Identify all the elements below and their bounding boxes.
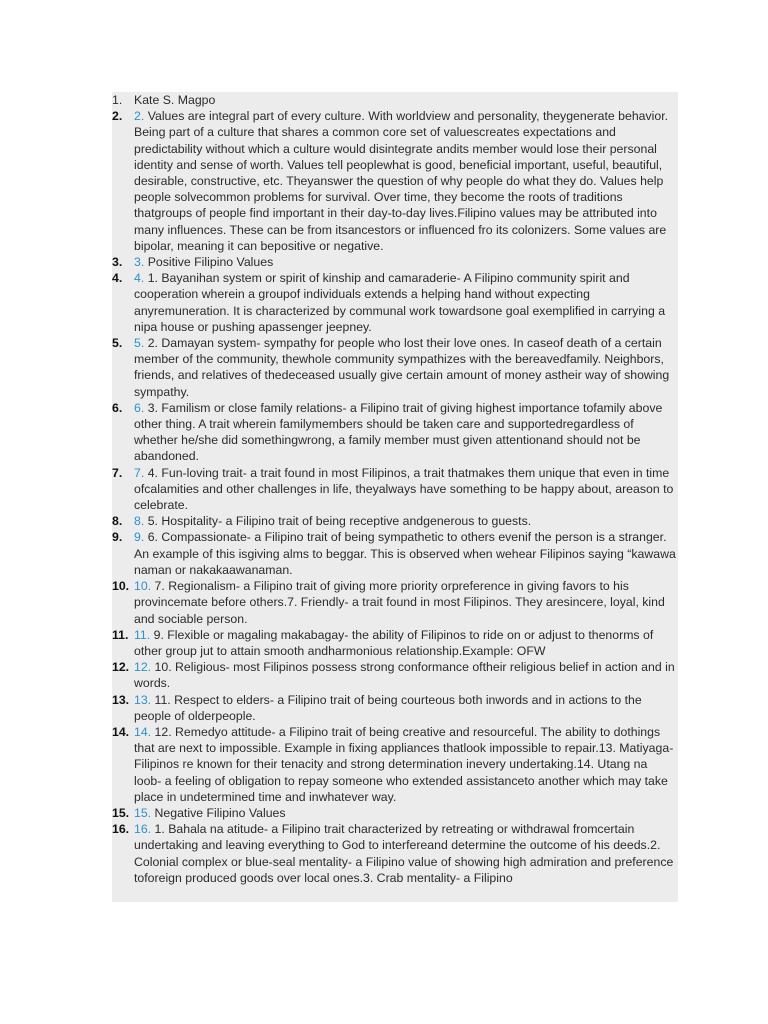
item-text: 1. Bayanihan system or spirit of kinship and camaraderie- A Filipino community spirit and cooperation wherein a groupof individuals extends a helping hand without expecting anyremuneration. It is characterized by communal work towardsone goal exemplified in carrying a nipa house or pushing apassenger jeepney. [134,271,666,334]
item-text: 4. Fun-loving trait- a trait found in most Filipinos, a trait thatmakes them unique that even in time ofcalamities and other challenges in life, theyalways have something to be happy about, areason to celebrate. [134,465,674,513]
list-item [112,627,678,659]
page-link[interactable]: 7. [134,465,145,480]
page-link[interactable]: 16. [134,822,152,837]
item-number: 15. [112,805,130,820]
item-body [134,530,676,576]
item-number: 2. [112,109,123,124]
item-body [134,336,669,399]
list-item [112,724,678,805]
item-text: 9. Flexible or magaling makabagay- the ability of Filipinos to ride on or adjust to thenorms of other group jut to attain smooth andharmonious relationship.Example: OFW [134,627,654,658]
page-link[interactable]: 13. [134,692,152,707]
item-number: 12. [112,660,130,675]
item-body [134,579,665,625]
item-number: 9. [112,530,123,545]
item-number: 6. [112,400,123,415]
document-page [112,92,678,902]
page-link[interactable]: 15. [134,805,152,820]
item-text: 11. Respect to elders- a Filipino trait of being courteous both inwords and in actions to the people of olderpeople. [134,692,642,723]
item-number: 16. [112,822,130,837]
list-item [112,270,678,335]
list-item [112,513,678,529]
page-link[interactable]: 12. [134,660,152,675]
item-text: 10. Religious- most Filipinos possess strong conformance oftheir religious belief in action and in words. [134,660,675,691]
page-link[interactable]: 5. [134,336,145,351]
item-text: 5. Hospitality- a Filipino trait of being receptive andgenerous to guests. [147,514,532,529]
item-body [134,725,673,804]
item-number: 7. [112,465,123,480]
item-body [134,109,668,253]
list-item [112,335,678,400]
item-number: 1. [112,93,123,107]
item-number: 5. [112,336,123,351]
list-item [112,400,678,465]
item-text: 1. Bahala na atitude- a Filipino trait characterized by retreating or withdrawal fromcertain undertaking and leaving everything to God to interfereand determine the outcome of his deeds.2. Colonial complex or blue-seal mentality- a Filipino value of showing high admiration and preference toforeign produced goods over local ones.3. Crab mentality- a Filipino [134,822,674,885]
page-link[interactable]: 3. [134,255,145,270]
item-text: 7. Regionalism- a Filipino trait of giving more priority orpreference in giving favors to his provincemate before others.7. Friendly- a trait found in most Filipinos. They aresincere, loyal, kind and sociable person. [134,579,665,626]
list-item [112,692,678,724]
page-link[interactable]: 10. [134,579,152,594]
list-item [112,254,678,270]
item-text: 3. Familism or close family relations- a Filipino trait of giving highest importance tofamily above other thing. A trait wherein familymembers should be taken care and supportedregardless of whether he/she did somethingwrong, a family member must given attentionand should not be abandoned. [134,400,663,464]
item-body [134,693,642,723]
page-link[interactable]: 14. [134,724,152,739]
list-item [112,805,678,821]
item-number: 10. [112,579,130,594]
item-number: 14. [112,724,130,739]
page-link[interactable]: 6. [134,400,145,415]
item-text: Values are integral part of every culture. With worldview and personality, theygenerate behavior. Being part of a culture that shares a common core set of valuescreates expectations and predictability without which a culture would disintegrate andits member would lose their personal identity and sense of worth. Values tell peoplewhat is good, beneficial important, useful, beautiful, desirable, constructive, etc. Theyanswer the question of why people do what they do. Values help people solvecommon problems for survival. Over time, they become the roots of traditions thatgroups of people find important in their day-to-day lives.Filipino values may be attributed into many influences. These can be from itsancestors or influenced fro its colonizers. Some values are bipolar, meaning it can bepositive or negative. [134,109,669,253]
item-body [134,822,673,885]
list-item [112,821,678,886]
item-text: Positive Filipino Values [147,255,274,270]
item-body [134,514,531,528]
list-item [112,465,678,514]
item-number: 8. [112,514,123,529]
page-link[interactable]: 8. [134,514,145,529]
item-text: Kate S. Magpo [134,93,216,107]
item-text: Negative Filipino Values [154,805,286,820]
item-body [134,93,215,107]
list-item [112,92,678,108]
item-body [134,255,273,269]
item-number: 4. [112,271,123,286]
item-body [134,466,673,512]
item-number: 13. [112,692,130,707]
list-item [112,529,678,578]
list-item [112,578,678,627]
item-number: 3. [112,255,123,270]
numbered-list [112,92,678,886]
item-number: 11. [112,627,129,642]
item-text: 12. Remedyo attitude- a Filipino trait of being creative and resourceful. The ability to dothings that are next to impossible. Example in fixing appliances thatlook impossible to repair.13. Matiyaga- Filipinos re known for their tenacity and strong determination inevery undertaking.14. Utang na loob- a feeling of obligation to repay someone who extended assistanceto another which may take place in undetermined time and inwhatever way. [134,724,674,804]
page-link[interactable]: 2. [134,109,145,124]
item-body [134,628,653,658]
item-body [134,660,675,690]
page-link[interactable]: 9. [134,530,145,545]
page-link[interactable]: 4. [134,271,145,286]
list-item [112,659,678,691]
item-text: 6. Compassionate- a Filipino trait of being sympathetic to others evenif the person is a stranger. An example of this isgiving alms to beggar. This is observed when wehear Filipinos saying “kawawa naman or nakakaawanaman. [134,530,676,577]
item-body [134,401,662,464]
page-link[interactable]: 11. [134,627,151,642]
item-body [134,806,286,820]
list-item [112,108,678,254]
item-text: 2. Damayan system- sympathy for people who lost their love ones. In caseof death of a certain member of the community, thewhole community sympathizes with the bereavedfamily. Neighbors, friends, and relatives of thedeceased usually give certain amount of money astheir way of showing sympathy. [134,336,670,399]
item-body [134,271,665,334]
